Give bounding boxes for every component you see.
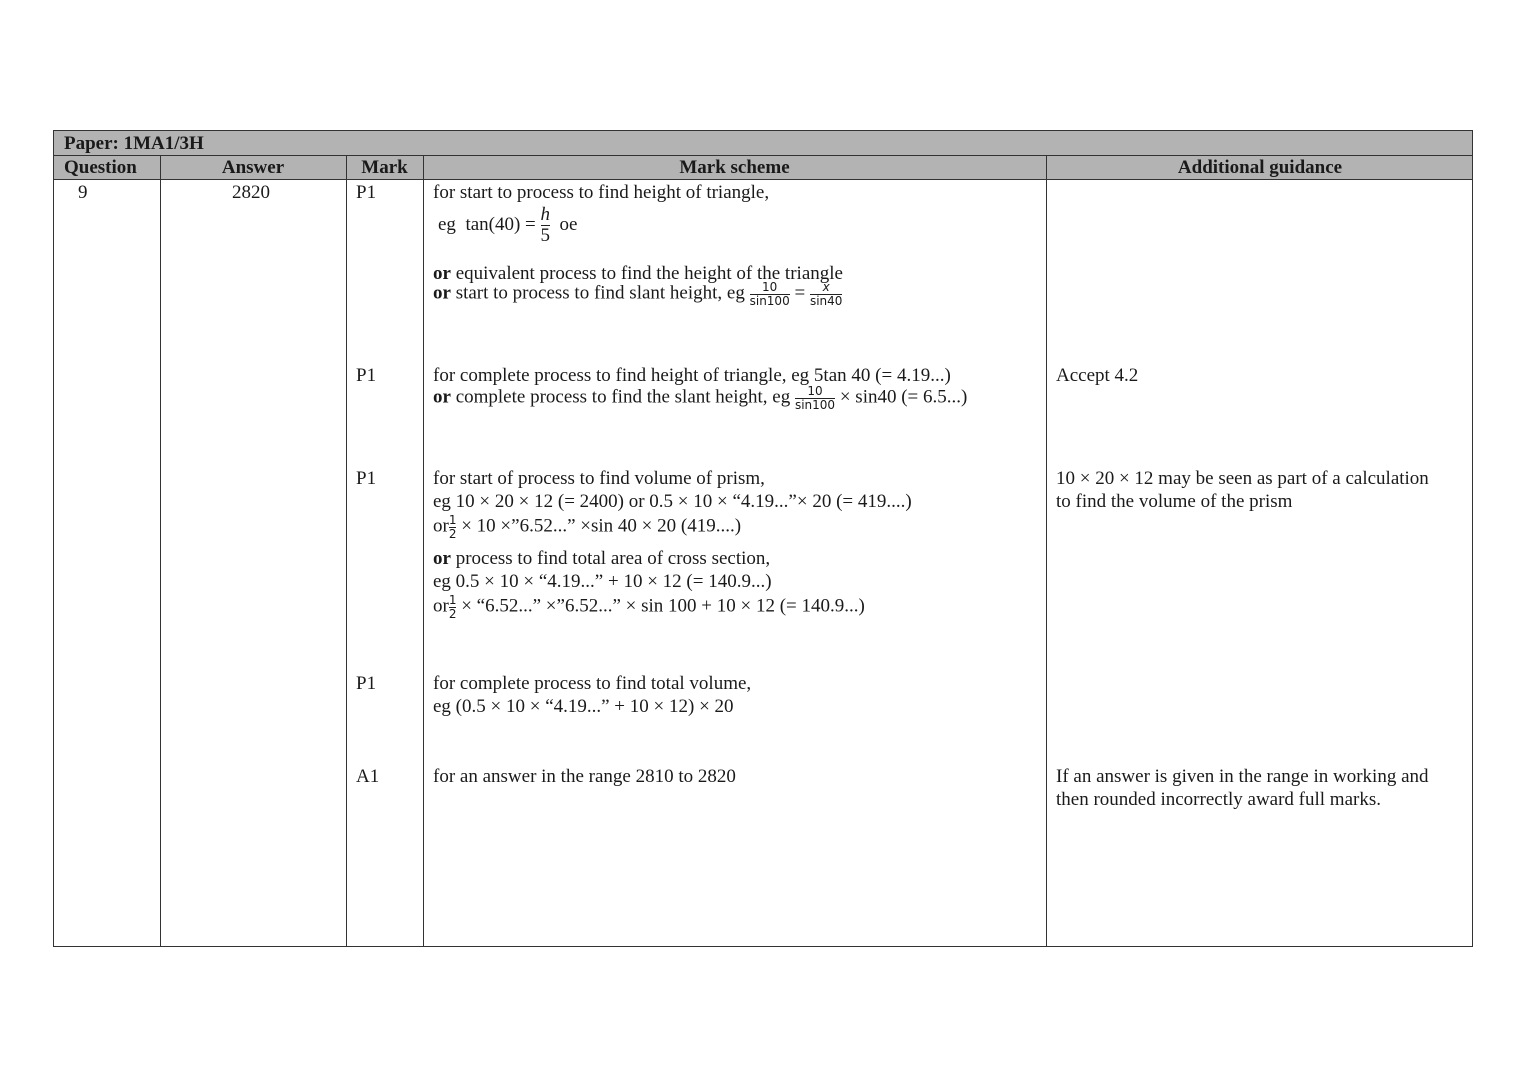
column-divider xyxy=(346,156,347,946)
or-keyword: or xyxy=(433,282,451,304)
fraction-numerator: 10 xyxy=(762,280,778,294)
h-over-5-fraction xyxy=(541,205,551,246)
header-question: Question xyxy=(64,157,137,178)
fraction-denominator: 2 xyxy=(448,526,457,541)
scheme-text: complete process to find the slant height, eg xyxy=(455,386,791,408)
scheme-line: eg 10 × 20 × 12 (= 2400) or 0.5 × 10 × “4.19...”× 20 (= 419....) xyxy=(433,491,912,512)
column-divider xyxy=(1046,156,1047,946)
or-keyword: or xyxy=(433,548,451,569)
scheme-line xyxy=(433,547,770,570)
header-mark: Mark xyxy=(361,157,408,178)
mark-code: A1 xyxy=(356,766,380,787)
scheme-line: for start to process to find height of triangle, xyxy=(433,182,770,203)
scheme-text: start to process to find slant height, eg xyxy=(455,282,745,304)
mark-code: P1 xyxy=(356,365,377,386)
mark-code: P1 xyxy=(356,182,377,203)
fraction-numerator: 1 xyxy=(448,593,457,607)
scheme-line: for complete process to find total volume, xyxy=(433,673,752,694)
scheme-line: eg (0.5 × 10 × “4.19...” + 10 × 12) × 20 xyxy=(433,696,734,717)
ten-over-sin100-fraction xyxy=(795,385,835,411)
half-fraction xyxy=(449,594,457,620)
mark-scheme-table xyxy=(53,130,1473,947)
header-row xyxy=(54,156,1472,180)
equals-sign: = xyxy=(794,282,806,304)
half-fraction xyxy=(449,514,457,540)
fraction-denominator: 5 xyxy=(540,224,551,246)
column-divider xyxy=(160,156,161,946)
scheme-line: for start of process to find volume of prism, xyxy=(433,468,765,489)
oe-label: oe xyxy=(559,213,578,235)
paper-title: Paper: 1MA1/3H xyxy=(54,131,1472,156)
guidance-text: If an answer is given in the range in working and xyxy=(1056,766,1429,787)
or-text: or xyxy=(433,515,449,537)
guidance-text: 10 × 20 × 12 may be seen as part of a calculation xyxy=(1056,468,1429,489)
fraction-numerator: 10 xyxy=(807,384,823,398)
scheme-line xyxy=(433,514,741,540)
column-divider xyxy=(423,156,424,946)
fraction-numerator: 1 xyxy=(448,513,457,527)
mark-code: P1 xyxy=(356,468,377,489)
header-additional-guidance: Additional guidance xyxy=(1177,157,1343,178)
scheme-line xyxy=(433,281,842,307)
header-mark-scheme: Mark scheme xyxy=(679,157,790,178)
fraction-numerator: x xyxy=(822,280,830,294)
header-answer: Answer xyxy=(221,157,285,178)
ten-over-sin100-fraction xyxy=(750,281,790,307)
scheme-text: × 10 ×”6.52...” ×sin 40 × 20 (419....) xyxy=(461,515,742,537)
fraction-numerator: h xyxy=(540,204,551,225)
or-keyword: or xyxy=(433,263,451,284)
scheme-equation xyxy=(438,205,577,246)
fraction-denominator: sin40 xyxy=(809,293,843,308)
scheme-line: for an answer in the range 2810 to 2820 xyxy=(433,766,736,787)
scheme-text: equivalent process to find the height of the triangle xyxy=(455,263,843,284)
scheme-line: for complete process to find height of triangle, eg 5tan 40 (= 4.19...) xyxy=(433,365,951,386)
tan-expression: tan(40) = xyxy=(465,213,536,235)
scheme-line: eg 0.5 × 10 × “4.19...” + 10 × 12 (= 140.9...) xyxy=(433,571,772,592)
eg-label: eg xyxy=(438,213,456,235)
answer-value: 2820 xyxy=(232,182,270,203)
fraction-denominator: sin100 xyxy=(794,397,836,412)
guidance-text: to find the volume of the prism xyxy=(1056,491,1293,512)
fraction-denominator: sin100 xyxy=(749,293,790,308)
guidance-text: then rounded incorrectly award full marks. xyxy=(1056,789,1381,810)
guidance-text: Accept 4.2 xyxy=(1056,365,1139,386)
mark-code: P1 xyxy=(356,673,377,694)
or-keyword: or xyxy=(433,386,451,408)
scheme-line xyxy=(433,385,967,411)
question-number: 9 xyxy=(78,182,88,203)
x-over-sin40-fraction xyxy=(810,281,842,307)
scheme-line xyxy=(433,594,865,620)
scheme-text: × sin40 (= 6.5...) xyxy=(839,386,968,408)
scheme-text: process to find total area of cross section, xyxy=(455,548,771,569)
or-text: or xyxy=(433,595,449,617)
fraction-denominator: 2 xyxy=(448,606,457,621)
scheme-text: × “6.52...” ×”6.52...” × sin 100 + 10 × 12 (= 140.9...) xyxy=(461,595,865,617)
